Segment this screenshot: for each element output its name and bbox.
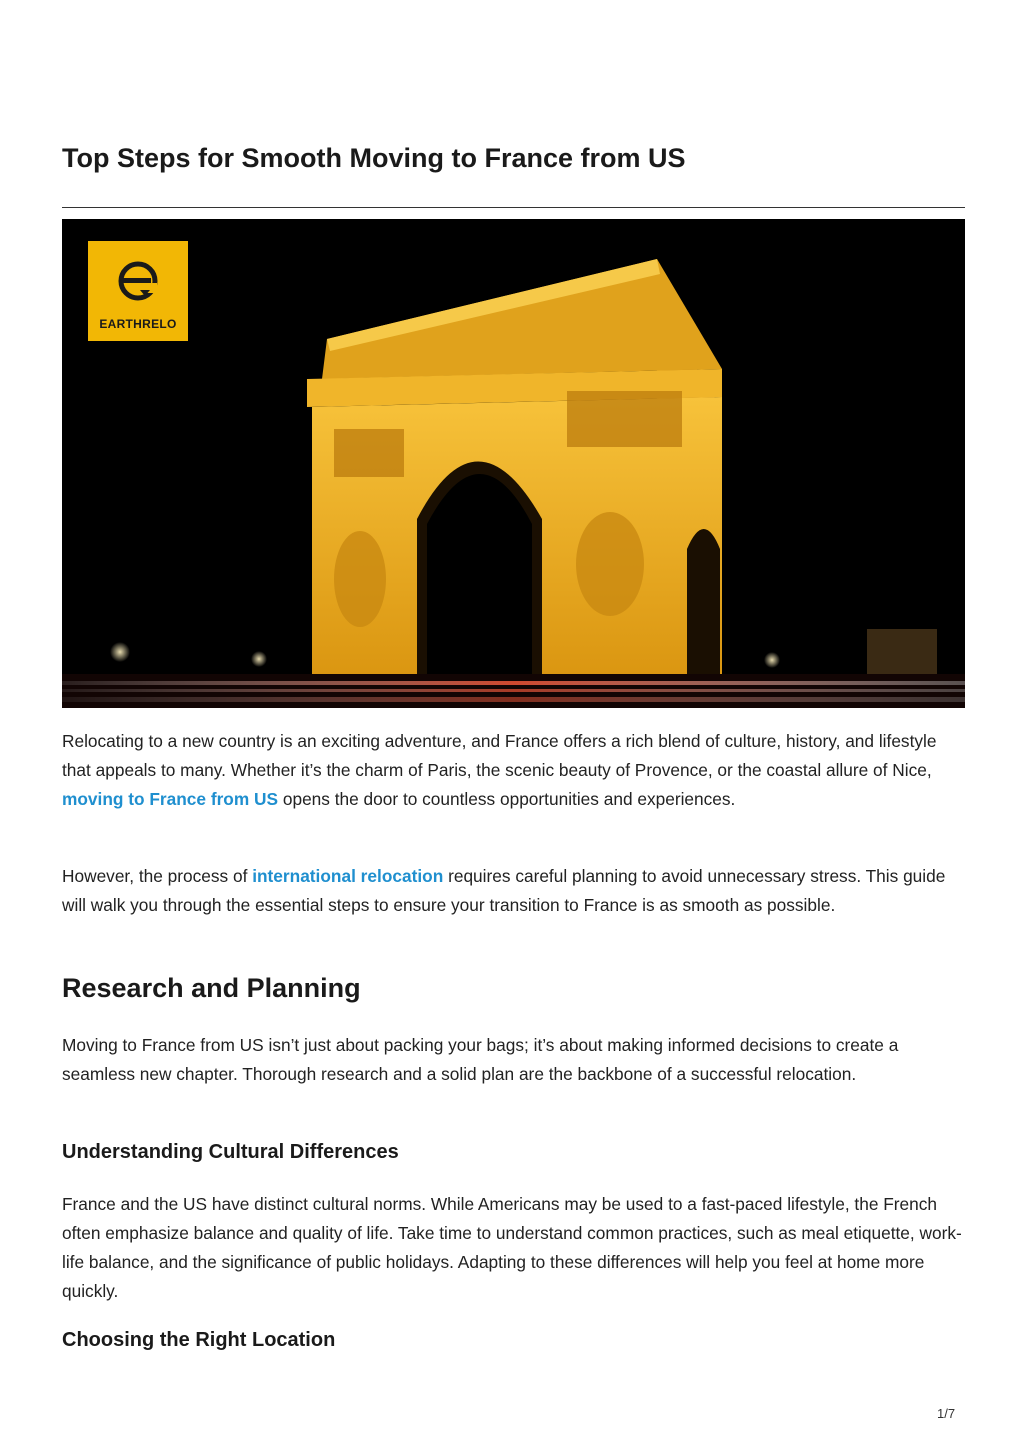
cultural-heading: Understanding Cultural Differences (62, 1141, 399, 1163)
cultural-paragraph: France and the US have distinct cultural norms. While Americans may be used to a fast-paced lifestyle, the French often emphasize balance and quality of life. Take time to understand common practices, such as meal etiquette, work-life balance, and the significance of public holidays. Adapting to these differences will help you feel at home more quickly. (62, 1194, 962, 1301)
title-divider (62, 207, 965, 208)
page-title: Top Steps for Smooth Moving to France from US (62, 143, 686, 173)
intro-text: Relocating to a new country is an exciting adventure, and France offers a rich blend of culture, history, and lifestyle that appeals to many. Whether it’s the charm of Paris, the scenic beauty of Provence, or the coastal allure of Nice, (62, 731, 937, 780)
arc-de-triomphe-photo (62, 219, 965, 708)
page-number: 1/7 (937, 1406, 956, 1421)
international-relocation-link[interactable]: international relocation (252, 866, 444, 886)
moving-to-france-link[interactable]: moving to France from US (62, 789, 279, 809)
intro-text-2-end: requires careful planning to avoid unnecessary stress. This guide will walk you through the essential steps to ensure your transition to France is as smooth as possible. (62, 866, 946, 915)
intro-text-end: opens the door to countless opportunities and experiences. (278, 789, 736, 809)
intro-paragraph-1 (62, 727, 965, 814)
hero-image (62, 219, 965, 708)
research-heading: Research and Planning (62, 973, 361, 1003)
earthrelo-logo (88, 241, 188, 341)
logo-wordmark: EARTHRELO (99, 317, 177, 331)
research-paragraph: Moving to France from US isn’t just about packing your bags; it’s about making informed decisions to create a seamless new chapter. Thorough research and a solid plan are the backbone of a successful relocation. (62, 1035, 899, 1084)
intro-paragraph-2 (62, 862, 965, 920)
location-heading: Choosing the Right Location (62, 1329, 336, 1351)
intro-text-2: However, the process of (62, 866, 253, 886)
